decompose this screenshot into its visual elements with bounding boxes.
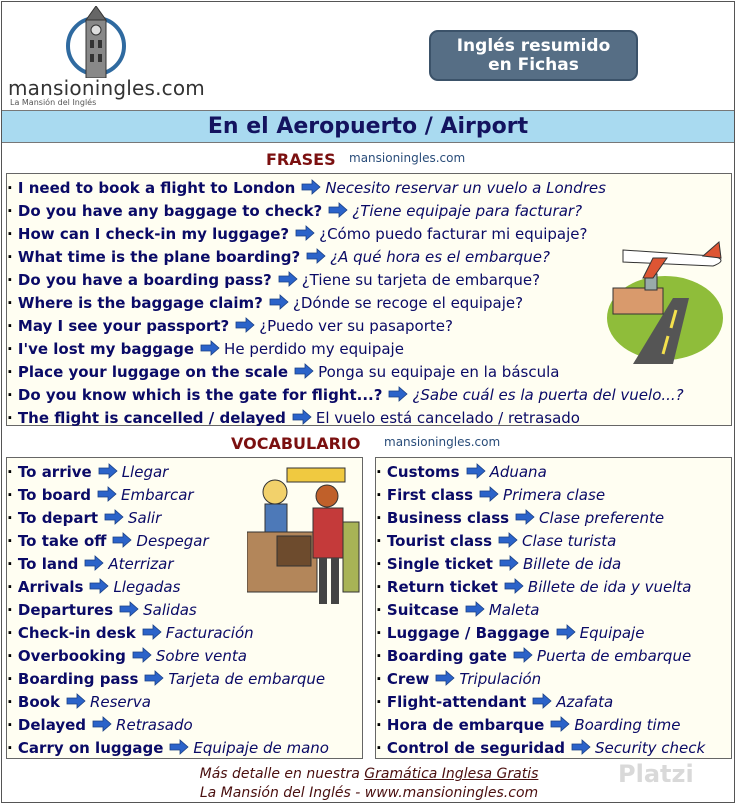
vocab-row (376, 691, 613, 713)
vocab-row (376, 599, 539, 621)
right-arrow-icon (112, 532, 132, 548)
vocab-row (7, 530, 209, 552)
english-term: To depart (17, 509, 99, 527)
english-term: To land (17, 555, 79, 573)
bullet: · (7, 578, 18, 596)
vocab-row (376, 530, 616, 552)
right-arrow-icon (499, 555, 519, 571)
vocabulario-brand: mansioningles.com (384, 435, 501, 449)
bullet: · (376, 509, 387, 527)
right-arrow-icon (292, 409, 312, 425)
vocab-row (7, 622, 254, 644)
spanish-translation: Salir (128, 509, 162, 527)
spanish-translation: ¿Puedo ver su pasaporte? (259, 317, 453, 335)
right-arrow-icon (269, 294, 289, 310)
vocab-row (7, 461, 168, 483)
bullet: · (7, 463, 18, 481)
vocabulario-right-box (375, 457, 732, 759)
vocab-row (376, 461, 547, 483)
bullet: · (7, 739, 18, 757)
spanish-translation: Salidas (143, 601, 197, 619)
bullet: · (7, 624, 18, 642)
english-term: How can I check-in my luggage? (17, 225, 290, 243)
phrase-row (7, 200, 582, 222)
right-arrow-icon (142, 624, 162, 640)
vocab-row (7, 484, 194, 506)
phrase-row (7, 384, 684, 406)
right-arrow-icon (295, 225, 315, 241)
right-arrow-icon (169, 739, 189, 755)
english-term: Return ticket (386, 578, 498, 596)
english-term: Where is the baggage claim? (17, 294, 263, 312)
bullet: · (7, 248, 18, 266)
right-arrow-icon (504, 578, 524, 594)
spanish-translation: Necesito reservar un vuelo a Londres (325, 179, 606, 197)
spanish-translation: He perdido my equipaje (224, 340, 404, 358)
right-arrow-icon (550, 716, 570, 732)
bullet: · (7, 532, 18, 550)
english-term: First class (386, 486, 474, 504)
spanish-translation: Billete de ida y vuelta (527, 578, 692, 596)
bullet: · (376, 555, 387, 573)
bullet: · (376, 693, 387, 711)
bullet: · (7, 340, 18, 358)
right-arrow-icon (200, 340, 220, 356)
spanish-translation: Reserva (89, 693, 151, 711)
vocab-row (376, 507, 664, 529)
vocab-row (7, 645, 247, 667)
english-term: Control de seguridad (386, 739, 565, 757)
english-term: I need to book a flight to London (17, 179, 296, 197)
vocab-row (376, 553, 621, 575)
spanish-translation: Maleta (488, 601, 540, 619)
english-term: To take off (17, 532, 107, 550)
bullet: · (376, 463, 387, 481)
footer-line-2: La Mansión del Inglés - www.mansioningles.com (199, 785, 539, 801)
phrase-row (7, 177, 606, 199)
spanish-translation: ¿Tiene su tarjeta de embarque? (301, 271, 541, 289)
right-arrow-icon (571, 739, 591, 755)
platzi-watermark: Platzi (618, 760, 694, 788)
bullet: · (376, 647, 387, 665)
right-arrow-icon (89, 578, 109, 594)
badge-line-1: Inglés resumido (456, 36, 611, 56)
right-arrow-icon (98, 463, 118, 479)
bullet: · (376, 670, 387, 688)
header (0, 0, 738, 110)
english-term: Arrivals (17, 578, 84, 596)
right-arrow-icon (84, 555, 104, 571)
bullet: · (7, 716, 18, 734)
spanish-translation: Billete de ida (522, 555, 622, 573)
right-arrow-icon (144, 670, 164, 686)
vocab-row (376, 645, 691, 667)
spanish-translation: ¿Cómo puedo facturar mi equipaje? (319, 225, 588, 243)
english-term: Suitcase (386, 601, 459, 619)
vocab-row (376, 737, 705, 759)
page-title: En el Aeropuerto / Airport (2, 110, 734, 143)
spanish-translation: Primera clase (503, 486, 606, 504)
bullet: · (7, 693, 18, 711)
english-term: Do you have any baggage to check? (17, 202, 323, 220)
spanish-translation: Boarding time (574, 716, 681, 734)
spanish-translation: El vuelo está cancelado / retrasado (315, 409, 580, 427)
phrase-row (7, 361, 559, 383)
spanish-translation: ¿A qué hora es el embarque? (330, 248, 550, 266)
badge-line-2: en Fichas (488, 55, 579, 75)
phrase-row (7, 338, 404, 360)
english-term: What time is the plane boarding? (17, 248, 301, 266)
vocab-row (376, 576, 692, 598)
bullet: · (7, 179, 18, 197)
english-term: Business class (386, 509, 510, 527)
right-arrow-icon (97, 486, 117, 502)
right-arrow-icon (328, 202, 348, 218)
bullet: · (376, 532, 387, 550)
bullet: · (7, 271, 18, 289)
bullet: · (7, 486, 18, 504)
spanish-translation: Embarcar (121, 486, 194, 504)
right-arrow-icon (532, 693, 552, 709)
logo-subtitle: La Mansión del Inglés (10, 98, 97, 107)
right-arrow-icon (513, 647, 533, 663)
bullet: · (376, 624, 387, 642)
right-arrow-icon (294, 363, 314, 379)
english-term: Single ticket (386, 555, 493, 573)
spanish-translation: Llegar (121, 463, 169, 481)
phrase-row (7, 269, 540, 291)
airport-plane-illustration (603, 238, 735, 364)
spanish-translation: Clase turista (522, 532, 617, 550)
english-term: Boarding pass (17, 670, 139, 688)
english-term: Delayed (17, 716, 87, 734)
vocab-row (376, 714, 681, 736)
english-term: Flight-attendant (386, 693, 527, 711)
spanish-translation: Tripulación (459, 670, 542, 688)
spanish-translation: Facturación (165, 624, 254, 642)
phrase-row (7, 407, 580, 429)
tower-logo-icon (66, 6, 126, 78)
spanish-translation: Azafata (556, 693, 614, 711)
bullet: · (7, 647, 18, 665)
right-arrow-icon (306, 248, 326, 264)
english-term: Boarding gate (386, 647, 507, 665)
bullet: · (7, 294, 18, 312)
english-term: Overbooking (17, 647, 126, 665)
english-term: Do you know which is the gate for flight...? (17, 386, 383, 404)
right-arrow-icon (119, 601, 139, 617)
right-arrow-icon (465, 601, 485, 617)
spanish-translation: Equipaje (579, 624, 645, 642)
right-arrow-icon (388, 386, 408, 402)
bullet: · (376, 739, 387, 757)
spanish-translation: Equipaje de mano (193, 739, 329, 757)
spanish-translation: Llegadas (113, 578, 181, 596)
series-badge (429, 30, 638, 81)
vocab-row (7, 553, 173, 575)
right-arrow-icon (466, 463, 486, 479)
phrase-row (7, 292, 523, 314)
right-arrow-icon (278, 271, 298, 287)
phrase-row (7, 223, 587, 245)
right-arrow-icon (235, 317, 255, 333)
vocab-row (7, 737, 329, 759)
english-term: I've lost my baggage (17, 340, 195, 358)
spanish-translation: Aterrizar (108, 555, 174, 573)
bullet: · (7, 601, 18, 619)
spanish-translation: Tarjeta de embarque (168, 670, 326, 688)
vocab-row (7, 668, 325, 690)
english-term: Place your luggage on the scale (17, 363, 289, 381)
bullet: · (376, 486, 387, 504)
english-term: Departures (17, 601, 114, 619)
english-term: Crew (386, 670, 430, 688)
right-arrow-icon (104, 509, 124, 525)
bullet: · (7, 225, 18, 243)
bullet: · (7, 317, 18, 335)
vocabulario-heading: VOCABULARIO (231, 434, 361, 453)
spanish-translation: Puerta de embarque (536, 647, 692, 665)
bullet: · (7, 363, 18, 381)
bullet: · (7, 509, 18, 527)
spanish-translation: Aduana (489, 463, 547, 481)
english-term: Book (17, 693, 60, 711)
bullet: · (7, 202, 18, 220)
vocab-row (7, 507, 161, 529)
english-term: Check-in desk (17, 624, 136, 642)
spanish-translation: ¿Tiene equipaje para facturar? (352, 202, 583, 220)
vocab-row (7, 691, 151, 713)
english-term: Carry on luggage (17, 739, 164, 757)
phrase-row (7, 246, 550, 268)
bullet: · (7, 386, 18, 404)
english-term: Luggage / Baggage (386, 624, 550, 642)
spanish-translation: Clase preferente (539, 509, 665, 527)
bullet: · (7, 670, 18, 688)
english-term: May I see your passport? (17, 317, 230, 335)
bullet: · (7, 555, 18, 573)
bullet: · (376, 578, 387, 596)
right-arrow-icon (66, 693, 86, 709)
right-arrow-icon (479, 486, 499, 502)
bullet: · (376, 716, 387, 734)
english-term: The flight is cancelled / delayed (17, 409, 286, 427)
spanish-translation: Retrasado (116, 716, 193, 734)
bullet: · (376, 601, 387, 619)
spanish-translation: Security check (594, 739, 706, 757)
english-term: Hora de embarque (386, 716, 545, 734)
right-arrow-icon (132, 647, 152, 663)
english-term: Tourist class (386, 532, 493, 550)
spanish-translation: Despegar (136, 532, 209, 550)
right-arrow-icon (301, 179, 321, 195)
english-term: To board (17, 486, 91, 504)
spanish-translation: ¿Dónde se recoge el equipaje? (292, 294, 524, 312)
checkin-desk-illustration (247, 462, 363, 608)
spanish-translation: Sobre venta (155, 647, 247, 665)
phrase-row (7, 315, 453, 337)
right-arrow-icon (515, 509, 535, 525)
vocab-row (7, 714, 193, 736)
right-arrow-icon (498, 532, 518, 548)
vocab-row (7, 599, 197, 621)
grammar-link[interactable]: Gramática Inglesa Gratis (364, 766, 539, 782)
right-arrow-icon (92, 716, 112, 732)
vocab-row (376, 484, 605, 506)
frases-heading: FRASES (266, 150, 336, 169)
logo-text: mansioningles.com (8, 76, 205, 100)
right-arrow-icon (435, 670, 455, 686)
frases-brand: mansioningles.com (349, 151, 466, 165)
vocab-row (376, 622, 644, 644)
english-term: To arrive (17, 463, 92, 481)
bullet: · (7, 409, 18, 427)
vocab-row (7, 576, 180, 598)
spanish-translation: Ponga su equipaje en la báscula (318, 363, 560, 381)
english-term: Customs (386, 463, 460, 481)
vocab-row (376, 668, 541, 690)
spanish-translation: ¿Sabe cuál es la puerta del vuelo...? (412, 386, 684, 404)
english-term: Do you have a boarding pass? (17, 271, 272, 289)
right-arrow-icon (556, 624, 576, 640)
footer-prefix: Más detalle en nuestra (199, 766, 365, 782)
